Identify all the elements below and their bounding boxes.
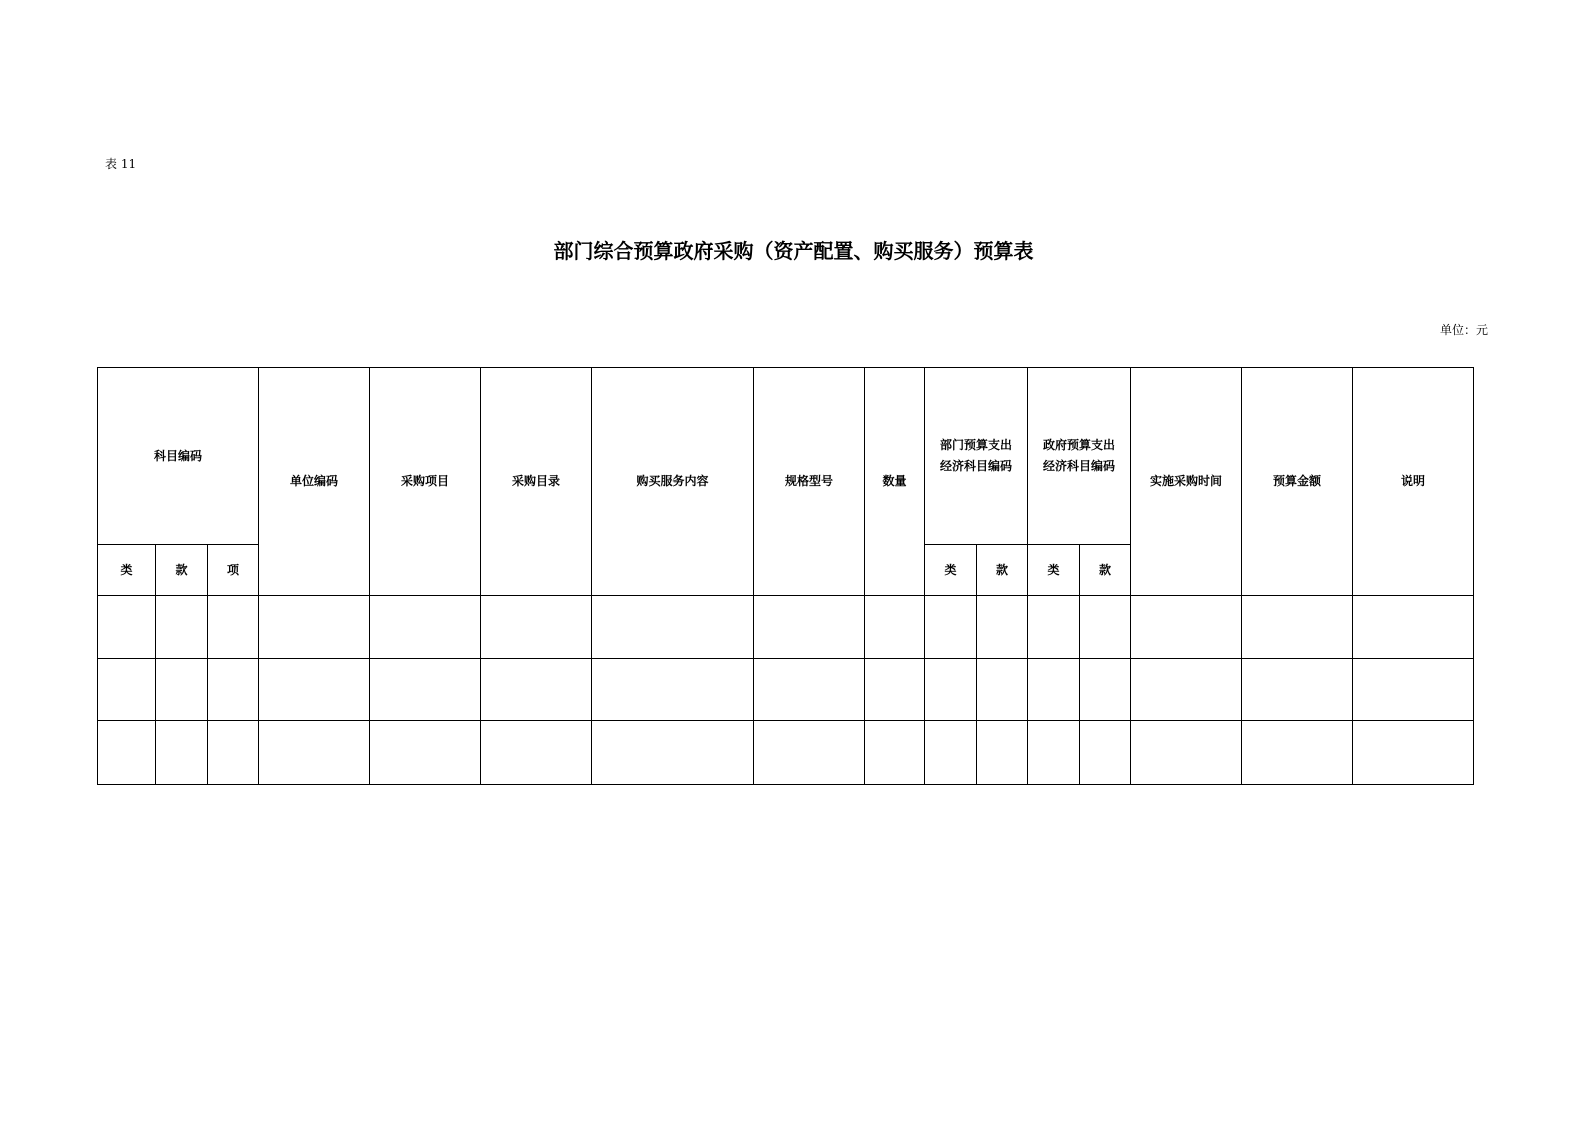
- table-cell: [1028, 659, 1080, 721]
- subheader-dept-kuan: 款: [977, 545, 1028, 596]
- header-service-content: 购买服务内容: [592, 368, 754, 596]
- header-spec-model: 规格型号: [754, 368, 865, 596]
- table-cell: [865, 721, 925, 785]
- header-gov-econ-code-line1: 政府预算支出: [1043, 438, 1116, 452]
- subheader-dept-lei: 类: [925, 545, 977, 596]
- table-cell: [259, 659, 370, 721]
- unit-note: 单位：元: [1440, 323, 1489, 337]
- header-subject-code: 科目编码: [98, 368, 259, 545]
- table-cell: [370, 596, 481, 659]
- header-remarks: 说明: [1353, 368, 1474, 596]
- header-dept-econ-code-line2: 经济科目编码: [940, 459, 1013, 473]
- table-cell: [481, 659, 592, 721]
- table-cell: [1242, 659, 1353, 721]
- table-cell: [592, 596, 754, 659]
- table-cell: [925, 721, 977, 785]
- table-cell: [156, 721, 208, 785]
- header-procurement-time: 实施采购时间: [1131, 368, 1242, 596]
- table-cell: [98, 721, 156, 785]
- table-cell: [754, 596, 865, 659]
- header-budget-amount: 预算金额: [1242, 368, 1353, 596]
- table-cell: [259, 721, 370, 785]
- table-row: [98, 596, 1474, 659]
- subheader-subject-xiang: 项: [208, 545, 259, 596]
- table-cell: [259, 596, 370, 659]
- header-quantity: 数量: [865, 368, 925, 596]
- header-gov-econ-code: [1028, 368, 1131, 545]
- table-cell: [925, 596, 977, 659]
- header-procurement-item: 采购项目: [370, 368, 481, 596]
- table-cell: [865, 596, 925, 659]
- table-cell: [1131, 721, 1242, 785]
- table-cell: [1353, 596, 1474, 659]
- table-cell: [1080, 659, 1131, 721]
- table-cell: [1028, 721, 1080, 785]
- table-cell: [208, 721, 259, 785]
- table-cell: [1242, 721, 1353, 785]
- table-cell: [370, 659, 481, 721]
- table-cell: [977, 721, 1028, 785]
- table-cell: [208, 659, 259, 721]
- table-cell: [592, 721, 754, 785]
- subheader-gov-lei: 类: [1028, 545, 1080, 596]
- table-cell: [481, 596, 592, 659]
- table-row: [98, 659, 1474, 721]
- header-dept-econ-code-line1: 部门预算支出: [940, 438, 1013, 452]
- table-cell: [977, 659, 1028, 721]
- table-cell: [98, 596, 156, 659]
- header-procurement-catalog: 采购目录: [481, 368, 592, 596]
- table-cell: [754, 721, 865, 785]
- table-cell: [1028, 596, 1080, 659]
- header-gov-econ-code-line2: 经济科目编码: [1043, 459, 1116, 473]
- page-title: 部门综合预算政府采购（资产配置、购买服务）预算表: [553, 239, 1034, 263]
- table-cell: [1080, 721, 1131, 785]
- table-cell: [481, 721, 592, 785]
- table-cell: [156, 659, 208, 721]
- header-unit-code: 单位编码: [259, 368, 370, 596]
- table-cell: [925, 659, 977, 721]
- header-dept-econ-code: [925, 368, 1028, 545]
- table-cell: [977, 596, 1028, 659]
- table-cell: [1131, 659, 1242, 721]
- subheader-subject-kuan: 款: [156, 545, 208, 596]
- table-cell: [1353, 721, 1474, 785]
- table-cell: [156, 596, 208, 659]
- table-label: 表 11: [105, 157, 137, 171]
- table-cell: [1242, 596, 1353, 659]
- table-cell: [754, 659, 865, 721]
- table-cell: [208, 596, 259, 659]
- table-row: [98, 721, 1474, 785]
- table-cell: [592, 659, 754, 721]
- table-cell: [1080, 596, 1131, 659]
- table-cell: [1131, 596, 1242, 659]
- procurement-budget-table: [97, 367, 1474, 785]
- table-cell: [98, 659, 156, 721]
- table-cell: [1353, 659, 1474, 721]
- table-cell: [865, 659, 925, 721]
- table-cell: [370, 721, 481, 785]
- subheader-subject-lei: 类: [98, 545, 156, 596]
- subheader-gov-kuan: 款: [1080, 545, 1131, 596]
